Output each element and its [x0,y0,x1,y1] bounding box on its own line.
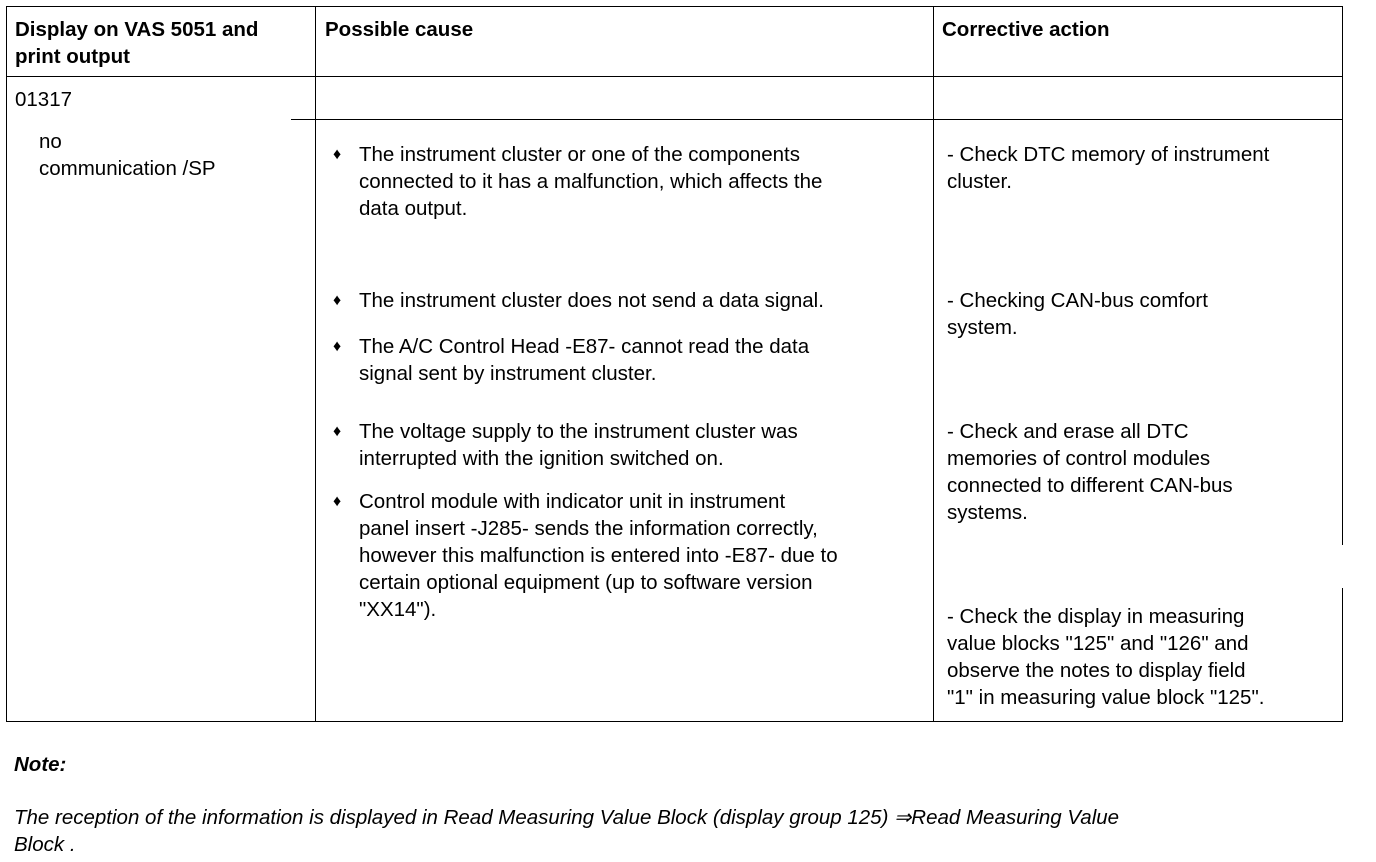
table-top-border [6,6,1343,7]
action-item-3 [947,418,1233,526]
action-3-line-3: connected to different CAN-bus [947,474,1233,497]
action-3-line-2: memories of control modules [947,447,1211,470]
table-right-border-top [1342,6,1343,545]
header-display-line-1: Display on VAS 5051 and [15,18,259,41]
cause-2-line-1: The instrument cluster does not send a data signal. [359,289,824,312]
action-item-4 [947,603,1264,711]
cause-4-line-1: The voltage supply to the instrument cluster was [359,420,798,443]
diamond-bullet-icon: ♦ [333,423,342,440]
note-text-line-1: The reception of the information is displayed in Read Measuring Value Block (display group 125) ⇒Read Measuring Value [14,806,1120,829]
action-4-line-3: observe the notes to display field [947,659,1246,682]
note-text-line-2: Block . [14,833,76,856]
action-1-line-2: cluster. [947,170,1012,193]
fault-status [39,128,216,182]
fault-status-line-2: communication /SP [39,157,216,180]
action-4-line-4: "1" in measuring value block "125". [947,686,1265,709]
cause-1-line-2: connected to it has a malfunction, which affects the [359,170,823,193]
cause-3-line-2: signal sent by instrument cluster. [359,362,657,385]
action-3-line-1: - Check and erase all DTC [947,420,1189,443]
cause-5-line-3: however this malfunction is entered into -E87- due to [359,544,838,567]
table-left-border [6,6,7,722]
column-divider-1 [315,6,316,722]
header-display [15,16,258,70]
note-label: Note: [14,753,67,776]
diamond-bullet-icon: ♦ [333,493,342,510]
header-corrective-action: Corrective action [942,18,1110,41]
column-divider-2 [933,6,934,722]
note-text [14,804,1119,858]
cause-1-line-1: The instrument cluster or one of the components [359,143,800,166]
cause-5-line-1: Control module with indicator unit in instrument [359,490,786,513]
action-4-line-2: value blocks "125" and "126" and [947,632,1249,655]
cause-5-line-2: panel insert -J285- sends the information correctly, [359,517,818,540]
cause-4-line-2: interrupted with the ignition switched on. [359,447,724,470]
action-item-1 [947,141,1269,195]
fault-code: 01317 [15,88,73,111]
diamond-bullet-icon: ♦ [333,292,342,309]
code-row-divider [291,119,1343,120]
action-2-line-2: system. [947,316,1018,339]
action-4-line-1: - Check the display in measuring [947,605,1245,628]
action-item-2 [947,287,1208,341]
cause-5-line-5: "XX14"). [359,598,437,621]
table-right-border-bottom [1342,588,1343,722]
diamond-bullet-icon: ♦ [333,146,342,163]
action-3-line-4: systems. [947,501,1028,524]
fault-status-line-1: no [39,130,62,153]
action-1-line-1: - Check DTC memory of instrument [947,143,1270,166]
cause-3-line-1: The A/C Control Head -E87- cannot read the data [359,335,810,358]
action-2-line-1: - Checking CAN-bus comfort [947,289,1208,312]
cause-1-line-3: data output. [359,197,468,220]
diamond-bullet-icon: ♦ [333,338,342,355]
header-divider [6,76,1343,77]
header-possible-cause: Possible cause [325,18,474,41]
table-bottom-border [6,721,1343,722]
cause-5-line-4: certain optional equipment (up to software version [359,571,813,594]
header-display-line-2: print output [15,45,130,68]
